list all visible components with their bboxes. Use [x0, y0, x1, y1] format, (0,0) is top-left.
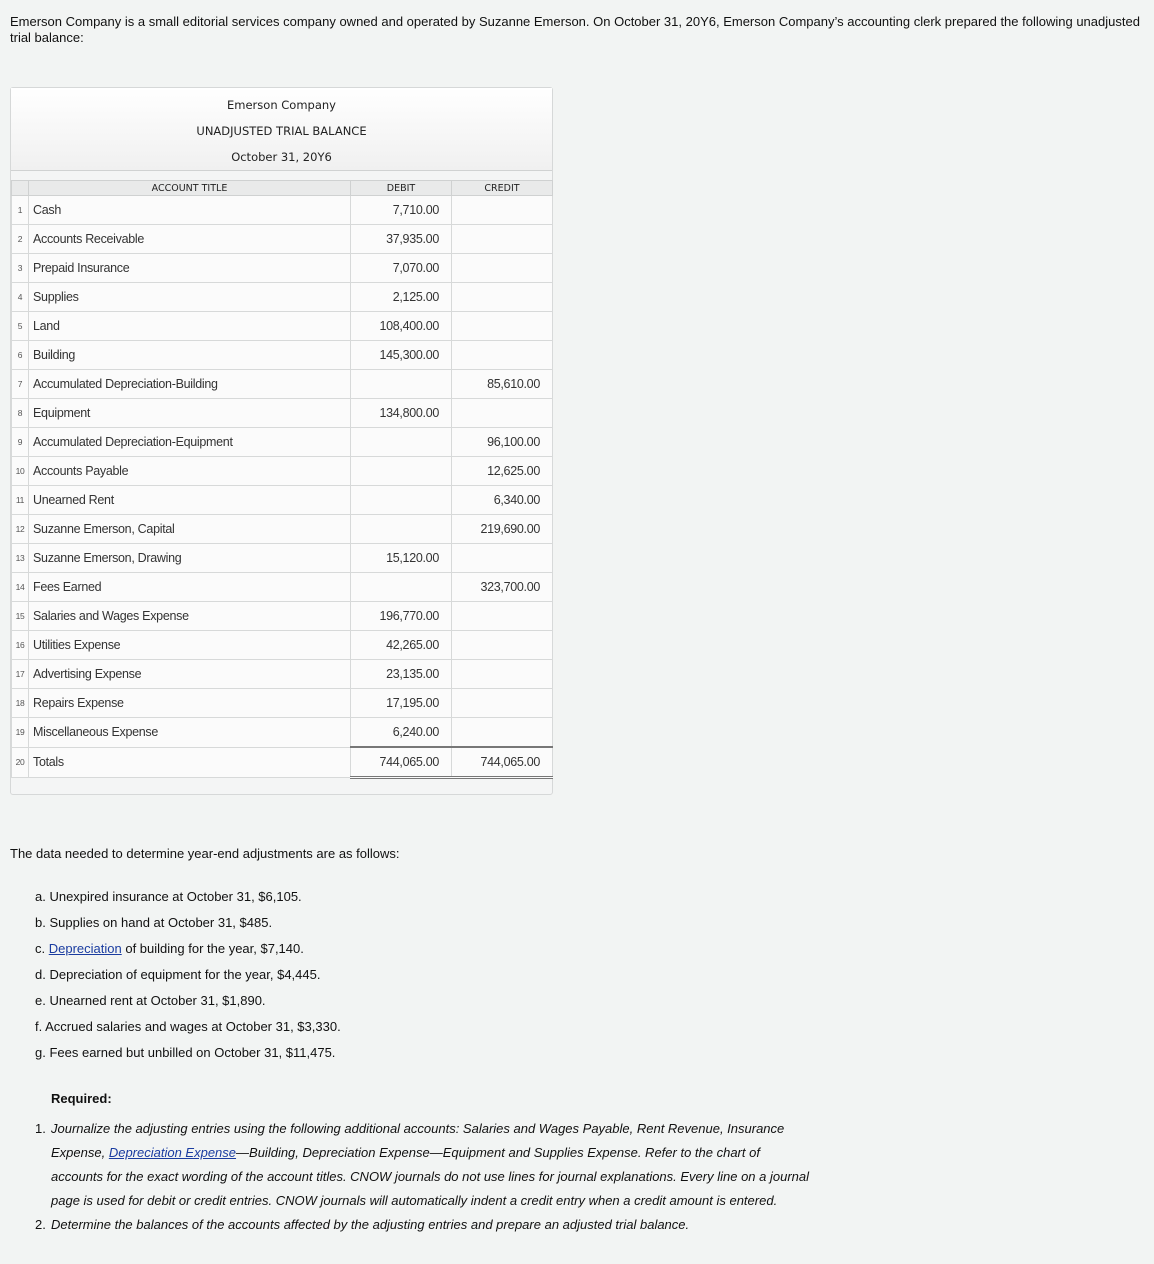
adjustments-list: [35, 888, 341, 1070]
debit-total: 744,065.00: [351, 747, 452, 778]
account-title: Cash: [29, 196, 351, 225]
debit-amount: [351, 515, 452, 544]
row-number: 9: [12, 428, 29, 457]
account-title: Advertising Expense: [29, 660, 351, 689]
credit-amount: [452, 602, 553, 631]
debit-amount: 196,770.00: [351, 602, 452, 631]
table-row: [12, 341, 553, 370]
depreciation-link[interactable]: Depreciation: [48, 941, 122, 956]
debit-amount: 145,300.00: [351, 341, 452, 370]
credit-amount: [452, 225, 553, 254]
debit-amount: [351, 370, 452, 399]
table-row: [12, 312, 553, 341]
table-row: [12, 428, 553, 457]
account-title: Utilities Expense: [29, 631, 351, 660]
account-title: Prepaid Insurance: [29, 254, 351, 283]
row-number: 5: [12, 312, 29, 341]
debit-amount: 23,135.00: [351, 660, 452, 689]
row-number: 18: [12, 689, 29, 718]
row-number: 16: [12, 631, 29, 660]
credit-amount: [452, 631, 553, 660]
required-item-2: [35, 1213, 815, 1237]
required-item-1-text-a: Journalize the adjusting entries using the following additional accounts: Salaries and Wages Payable, Rent Revenue, Insurance Expense,: [51, 1121, 785, 1160]
row-number: 1: [12, 196, 29, 225]
required-item-1-text-b: —Building, Depreciation Expense—Equipment and Supplies Expense. Refer to the chart of accounts for the exact wording of the account titles. CNOW journals do not use lines for journal explanations. Every line on a journal page is used for debit or credit entries. CNOW journals will automatically indent a credit entry when a credit amount is entered.: [51, 1145, 810, 1208]
credit-amount: [452, 718, 553, 748]
table-row: [12, 573, 553, 602]
table-header-row: [12, 181, 553, 196]
trial-balance-table: [11, 180, 553, 779]
account-title: Salaries and Wages Expense: [29, 602, 351, 631]
table-row: [12, 225, 553, 254]
trial-balance-panel: [10, 87, 553, 795]
credit-amount: [452, 196, 553, 225]
row-number: 4: [12, 283, 29, 312]
table-row: [12, 196, 553, 225]
table-row: [12, 486, 553, 515]
debit-amount: 6,240.00: [351, 718, 452, 748]
row-number: 3: [12, 254, 29, 283]
statement-date: October 31, 20Y6: [231, 150, 332, 164]
table-row: [12, 399, 553, 428]
account-title: Accumulated Depreciation-Building: [29, 370, 351, 399]
row-number: 19: [12, 718, 29, 748]
table-row: [12, 283, 553, 312]
row-number: 12: [12, 515, 29, 544]
required-list: [35, 1117, 815, 1237]
intro-text: Emerson Company is a small editorial services company owned and operated by Suzanne Emerson. On October 31, 20Y6, Emerson Company’s accounting clerk prepared the following unadjusted trial balance:: [10, 14, 1140, 45]
debit-amount: 108,400.00: [351, 312, 452, 341]
debit-amount: [351, 486, 452, 515]
adjustment-c-text: of building for the year, $7,140.: [121, 941, 304, 956]
account-title: Accounts Payable: [29, 457, 351, 486]
credit-amount: 12,625.00: [452, 457, 553, 486]
account-title: Suzanne Emerson, Drawing: [29, 544, 351, 573]
debit-amount: 37,935.00: [351, 225, 452, 254]
totals-row: [12, 747, 553, 778]
credit-amount: [452, 399, 553, 428]
table-row: [12, 370, 553, 399]
credit-amount: [452, 312, 553, 341]
row-number-header: [12, 181, 29, 196]
debit-amount: 2,125.00: [351, 283, 452, 312]
row-number: 15: [12, 602, 29, 631]
debit-amount: [351, 428, 452, 457]
debit-amount: 7,070.00: [351, 254, 452, 283]
credit-amount: [452, 544, 553, 573]
credit-amount: [452, 254, 553, 283]
row-number: 8: [12, 399, 29, 428]
table-row: [12, 718, 553, 748]
adjustment-d: d. Depreciation of equipment for the year, $4,445.: [35, 967, 321, 982]
table-row: [12, 660, 553, 689]
depreciation-expense-link[interactable]: Depreciation Expense: [108, 1145, 237, 1160]
credit-amount: [452, 689, 553, 718]
table-row: [12, 457, 553, 486]
statement-title: UNADJUSTED TRIAL BALANCE: [196, 124, 367, 138]
table-row: [12, 689, 553, 718]
row-number: 7: [12, 370, 29, 399]
adjustment-g: g. Fees earned but unbilled on October 31, $11,475.: [35, 1045, 336, 1060]
credit-amount: 6,340.00: [452, 486, 553, 515]
required-item-1-number: 1.: [35, 1121, 46, 1136]
credit-amount: 323,700.00: [452, 573, 553, 602]
adjustment-a: a. Unexpired insurance at October 31, $6,105.: [35, 889, 302, 904]
credit-amount: [452, 341, 553, 370]
adjustment-c-prefix: c.: [35, 941, 49, 956]
credit-amount: 219,690.00: [452, 515, 553, 544]
row-number: 10: [12, 457, 29, 486]
debit-amount: [351, 457, 452, 486]
credit-total: 744,065.00: [452, 747, 553, 778]
trial-balance-header: [11, 88, 552, 171]
account-title: Land: [29, 312, 351, 341]
required-heading: Required:: [51, 1091, 112, 1106]
account-title: Unearned Rent: [29, 486, 351, 515]
debit-header: DEBIT: [351, 181, 452, 196]
row-number: 2: [12, 225, 29, 254]
account-title: Building: [29, 341, 351, 370]
row-number: 6: [12, 341, 29, 370]
credit-amount: [452, 660, 553, 689]
adjustments-intro: The data needed to determine year-end adjustments are as follows:: [10, 846, 400, 861]
account-title: Equipment: [29, 399, 351, 428]
row-number: 13: [12, 544, 29, 573]
account-title: Supplies: [29, 283, 351, 312]
debit-amount: 15,120.00: [351, 544, 452, 573]
row-number: 17: [12, 660, 29, 689]
debit-amount: 7,710.00: [351, 196, 452, 225]
debit-amount: [351, 573, 452, 602]
company-name: Emerson Company: [227, 98, 336, 112]
row-number: 14: [12, 573, 29, 602]
adjustment-f: f. Accrued salaries and wages at October 31, $3,330.: [35, 1019, 341, 1034]
account-title: Suzanne Emerson, Capital: [29, 515, 351, 544]
credit-amount: [452, 283, 553, 312]
debit-amount: 42,265.00: [351, 631, 452, 660]
adjustment-b: b. Supplies on hand at October 31, $485.: [35, 915, 273, 930]
table-row: [12, 254, 553, 283]
account-title: Miscellaneous Expense: [29, 718, 351, 748]
account-title: Accounts Receivable: [29, 225, 351, 254]
debit-amount: 17,195.00: [351, 689, 452, 718]
row-number: 11: [12, 486, 29, 515]
required-item-1: [35, 1117, 815, 1213]
credit-header: CREDIT: [452, 181, 553, 196]
credit-amount: 85,610.00: [452, 370, 553, 399]
totals-label: Totals: [29, 747, 351, 778]
credit-amount: 96,100.00: [452, 428, 553, 457]
table-row: [12, 544, 553, 573]
table-row: [12, 631, 553, 660]
table-row: [12, 515, 553, 544]
required-item-2-number: 2.: [35, 1217, 46, 1232]
account-title: Fees Earned: [29, 573, 351, 602]
adjustment-e: e. Unearned rent at October 31, $1,890.: [35, 993, 266, 1008]
required-item-2-text: Determine the balances of the accounts affected by the adjusting entries and prepare an adjusted trial balance.: [51, 1217, 690, 1232]
account-title: Accumulated Depreciation-Equipment: [29, 428, 351, 457]
account-title-header: ACCOUNT TITLE: [29, 181, 351, 196]
debit-amount: 134,800.00: [351, 399, 452, 428]
table-row: [12, 602, 553, 631]
row-number: 20: [12, 747, 29, 778]
account-title: Repairs Expense: [29, 689, 351, 718]
adjustment-c: [35, 940, 341, 966]
